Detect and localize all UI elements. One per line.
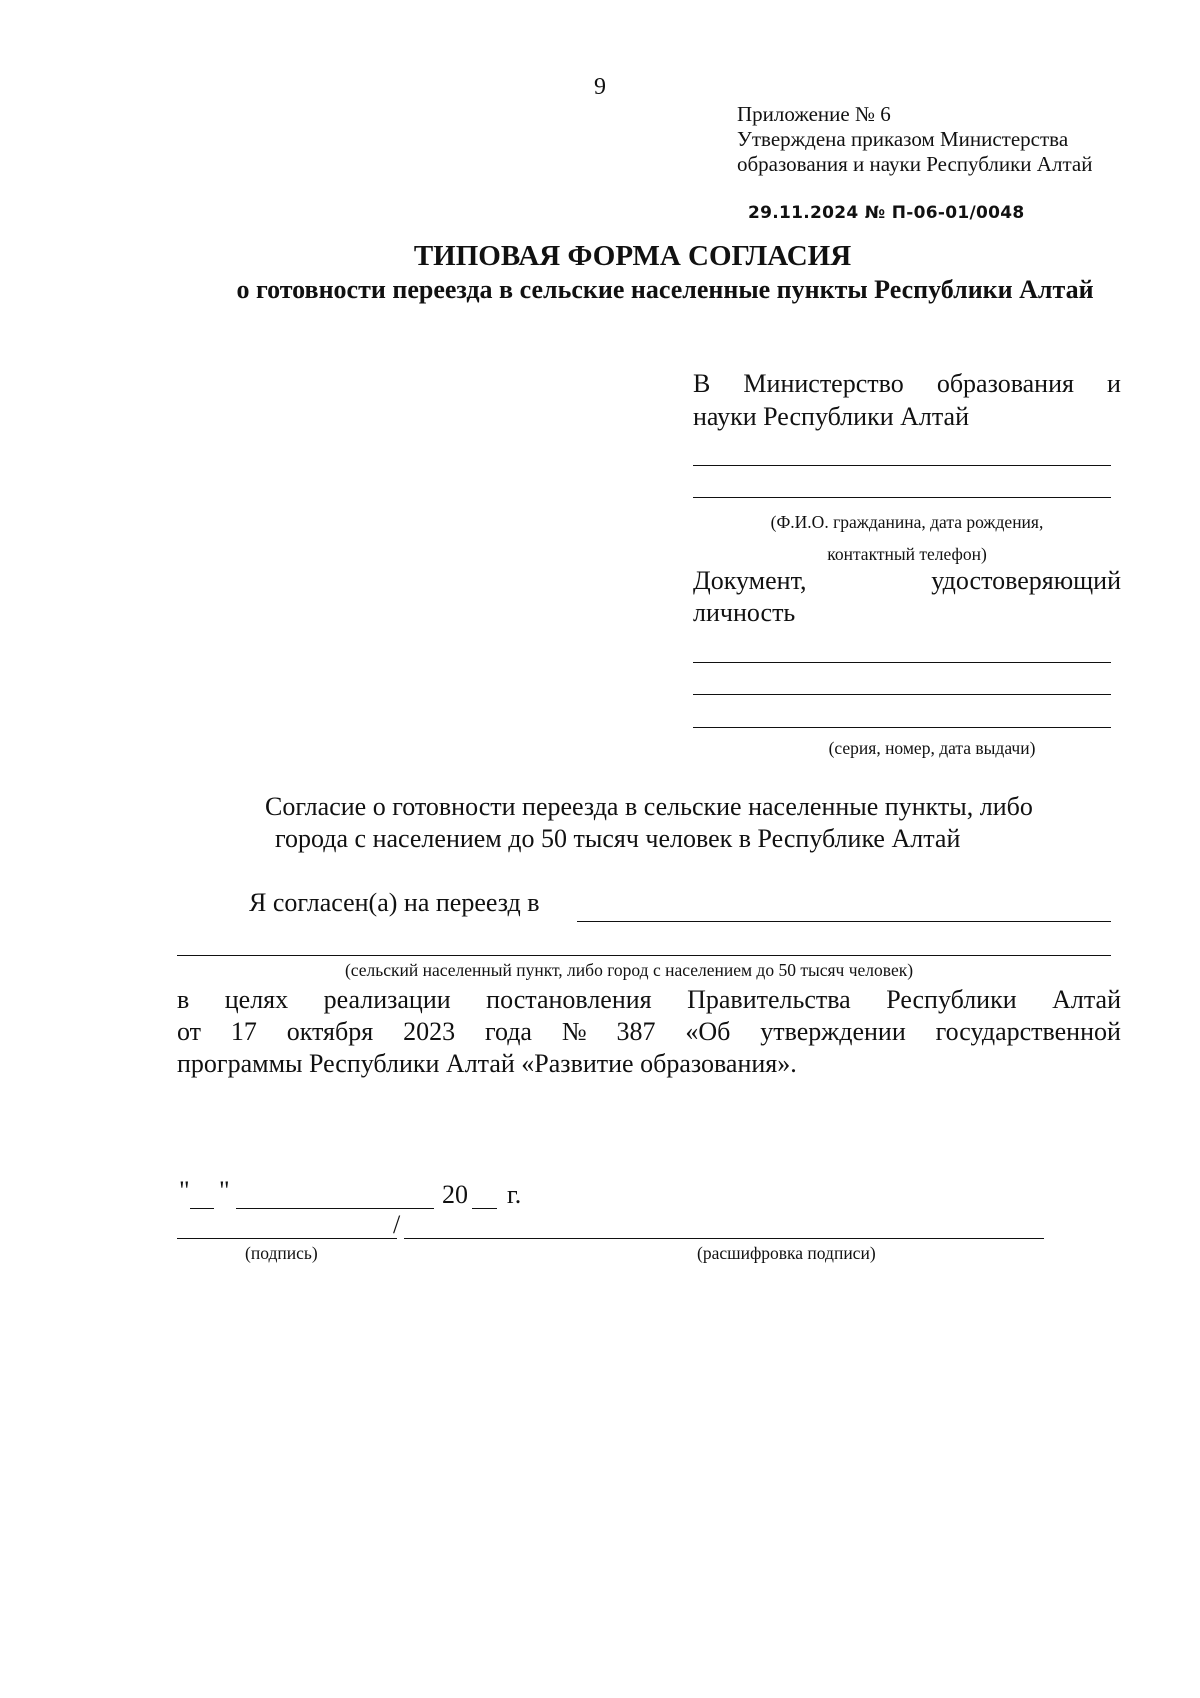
body-word: в: [177, 985, 190, 1014]
identity-word: удостоверяющий: [931, 566, 1121, 595]
destination-caption: (сельский населенный пункт, либо город с населением до 50 тысяч человек): [344, 960, 914, 980]
fio-blank-line-1[interactable]: [693, 465, 1111, 466]
signature-slash: /: [393, 1210, 401, 1239]
body-line-3: программы Республики Алтай «Развитие образования».: [177, 1049, 797, 1078]
document-blank-line-1[interactable]: [693, 662, 1111, 663]
year-prefix: 20: [442, 1180, 468, 1209]
day-blank[interactable]: [190, 1208, 214, 1209]
decoding-caption: (расшифровка подписи): [697, 1243, 876, 1263]
body-word: утверждении: [760, 1017, 906, 1046]
body-line-1: [177, 984, 1121, 1016]
consent-heading-line-2: города с населением до 50 тысяч человек в Республике Алтай: [275, 824, 961, 853]
approved-line-1: Утверждена приказом Министерства: [737, 127, 1069, 151]
body-word: Республики: [886, 985, 1017, 1014]
addressee-word: и: [1107, 369, 1121, 398]
body-word: от: [177, 1017, 202, 1046]
document-caption: (серия, номер, дата выдачи): [828, 738, 1036, 758]
body-word: Правительства: [687, 985, 851, 1014]
document-blank-line-3[interactable]: [693, 727, 1111, 728]
fio-blank-line-2[interactable]: [693, 497, 1111, 498]
date-quote-close: ": [219, 1176, 230, 1205]
addressee-word: В: [693, 369, 711, 398]
appendix-number: Приложение № 6: [737, 102, 891, 126]
consent-heading-line-1: Согласие о готовности переезда в сельские населенные пункты, либо: [265, 792, 1033, 821]
addressee-block: [693, 367, 1121, 433]
addressee-line-2: науки Республики Алтай: [693, 402, 969, 431]
destination-blank-line-1[interactable]: [577, 921, 1111, 922]
form-title: ТИПОВАЯ ФОРМА СОГЛАСИЯ: [413, 240, 852, 272]
form-subtitle: о готовности переезда в сельские населенные пункты Республики Алтай: [236, 275, 1094, 304]
body-word: 17: [230, 1017, 257, 1046]
document-blank-line-2[interactable]: [693, 694, 1111, 695]
addressee-word: Министерство: [743, 369, 904, 398]
year-blank[interactable]: [472, 1208, 497, 1209]
identity-document-label: [693, 565, 1121, 629]
addressee-word: образования: [936, 369, 1074, 398]
signature-caption: (подпись): [245, 1243, 318, 1263]
body-paragraph: [177, 984, 1121, 1080]
body-word: «Об: [685, 1017, 731, 1046]
body-word: 2023: [403, 1017, 456, 1046]
body-line-2: [177, 1016, 1121, 1048]
identity-line-2: личность: [693, 598, 796, 627]
appendix-header: [737, 102, 1092, 177]
body-word: октября: [286, 1017, 374, 1046]
body-word: государственной: [935, 1017, 1121, 1046]
body-word: целях: [224, 985, 289, 1014]
body-word: 387: [616, 1017, 656, 1046]
body-word: Алтай: [1052, 985, 1121, 1014]
approved-line-2: образования и науки Республики Алтай: [737, 152, 1093, 176]
signature-blank[interactable]: [177, 1238, 397, 1239]
page-number: 9: [594, 74, 606, 100]
identity-word: Документ,: [693, 566, 807, 595]
signature-decoding-blank[interactable]: [404, 1238, 1044, 1239]
fio-caption-2: контактный телефон): [827, 544, 987, 564]
agreement-text: Я согласен(а) на переезд в: [249, 888, 540, 917]
date-quote-open: ": [179, 1176, 190, 1205]
month-blank[interactable]: [236, 1208, 434, 1209]
body-word: постановления: [486, 985, 652, 1014]
order-reference-stamp: 29.11.2024 № П-06-01/0048: [748, 203, 1025, 223]
fio-caption-1: (Ф.И.О. гражданина, дата рождения,: [770, 512, 1044, 532]
body-word: реализации: [323, 985, 451, 1014]
destination-blank-line-2[interactable]: [177, 955, 1111, 956]
year-suffix: г.: [507, 1180, 522, 1209]
consent-heading: [265, 791, 1033, 855]
body-word: №: [561, 1017, 587, 1046]
body-word: года: [484, 1017, 532, 1046]
